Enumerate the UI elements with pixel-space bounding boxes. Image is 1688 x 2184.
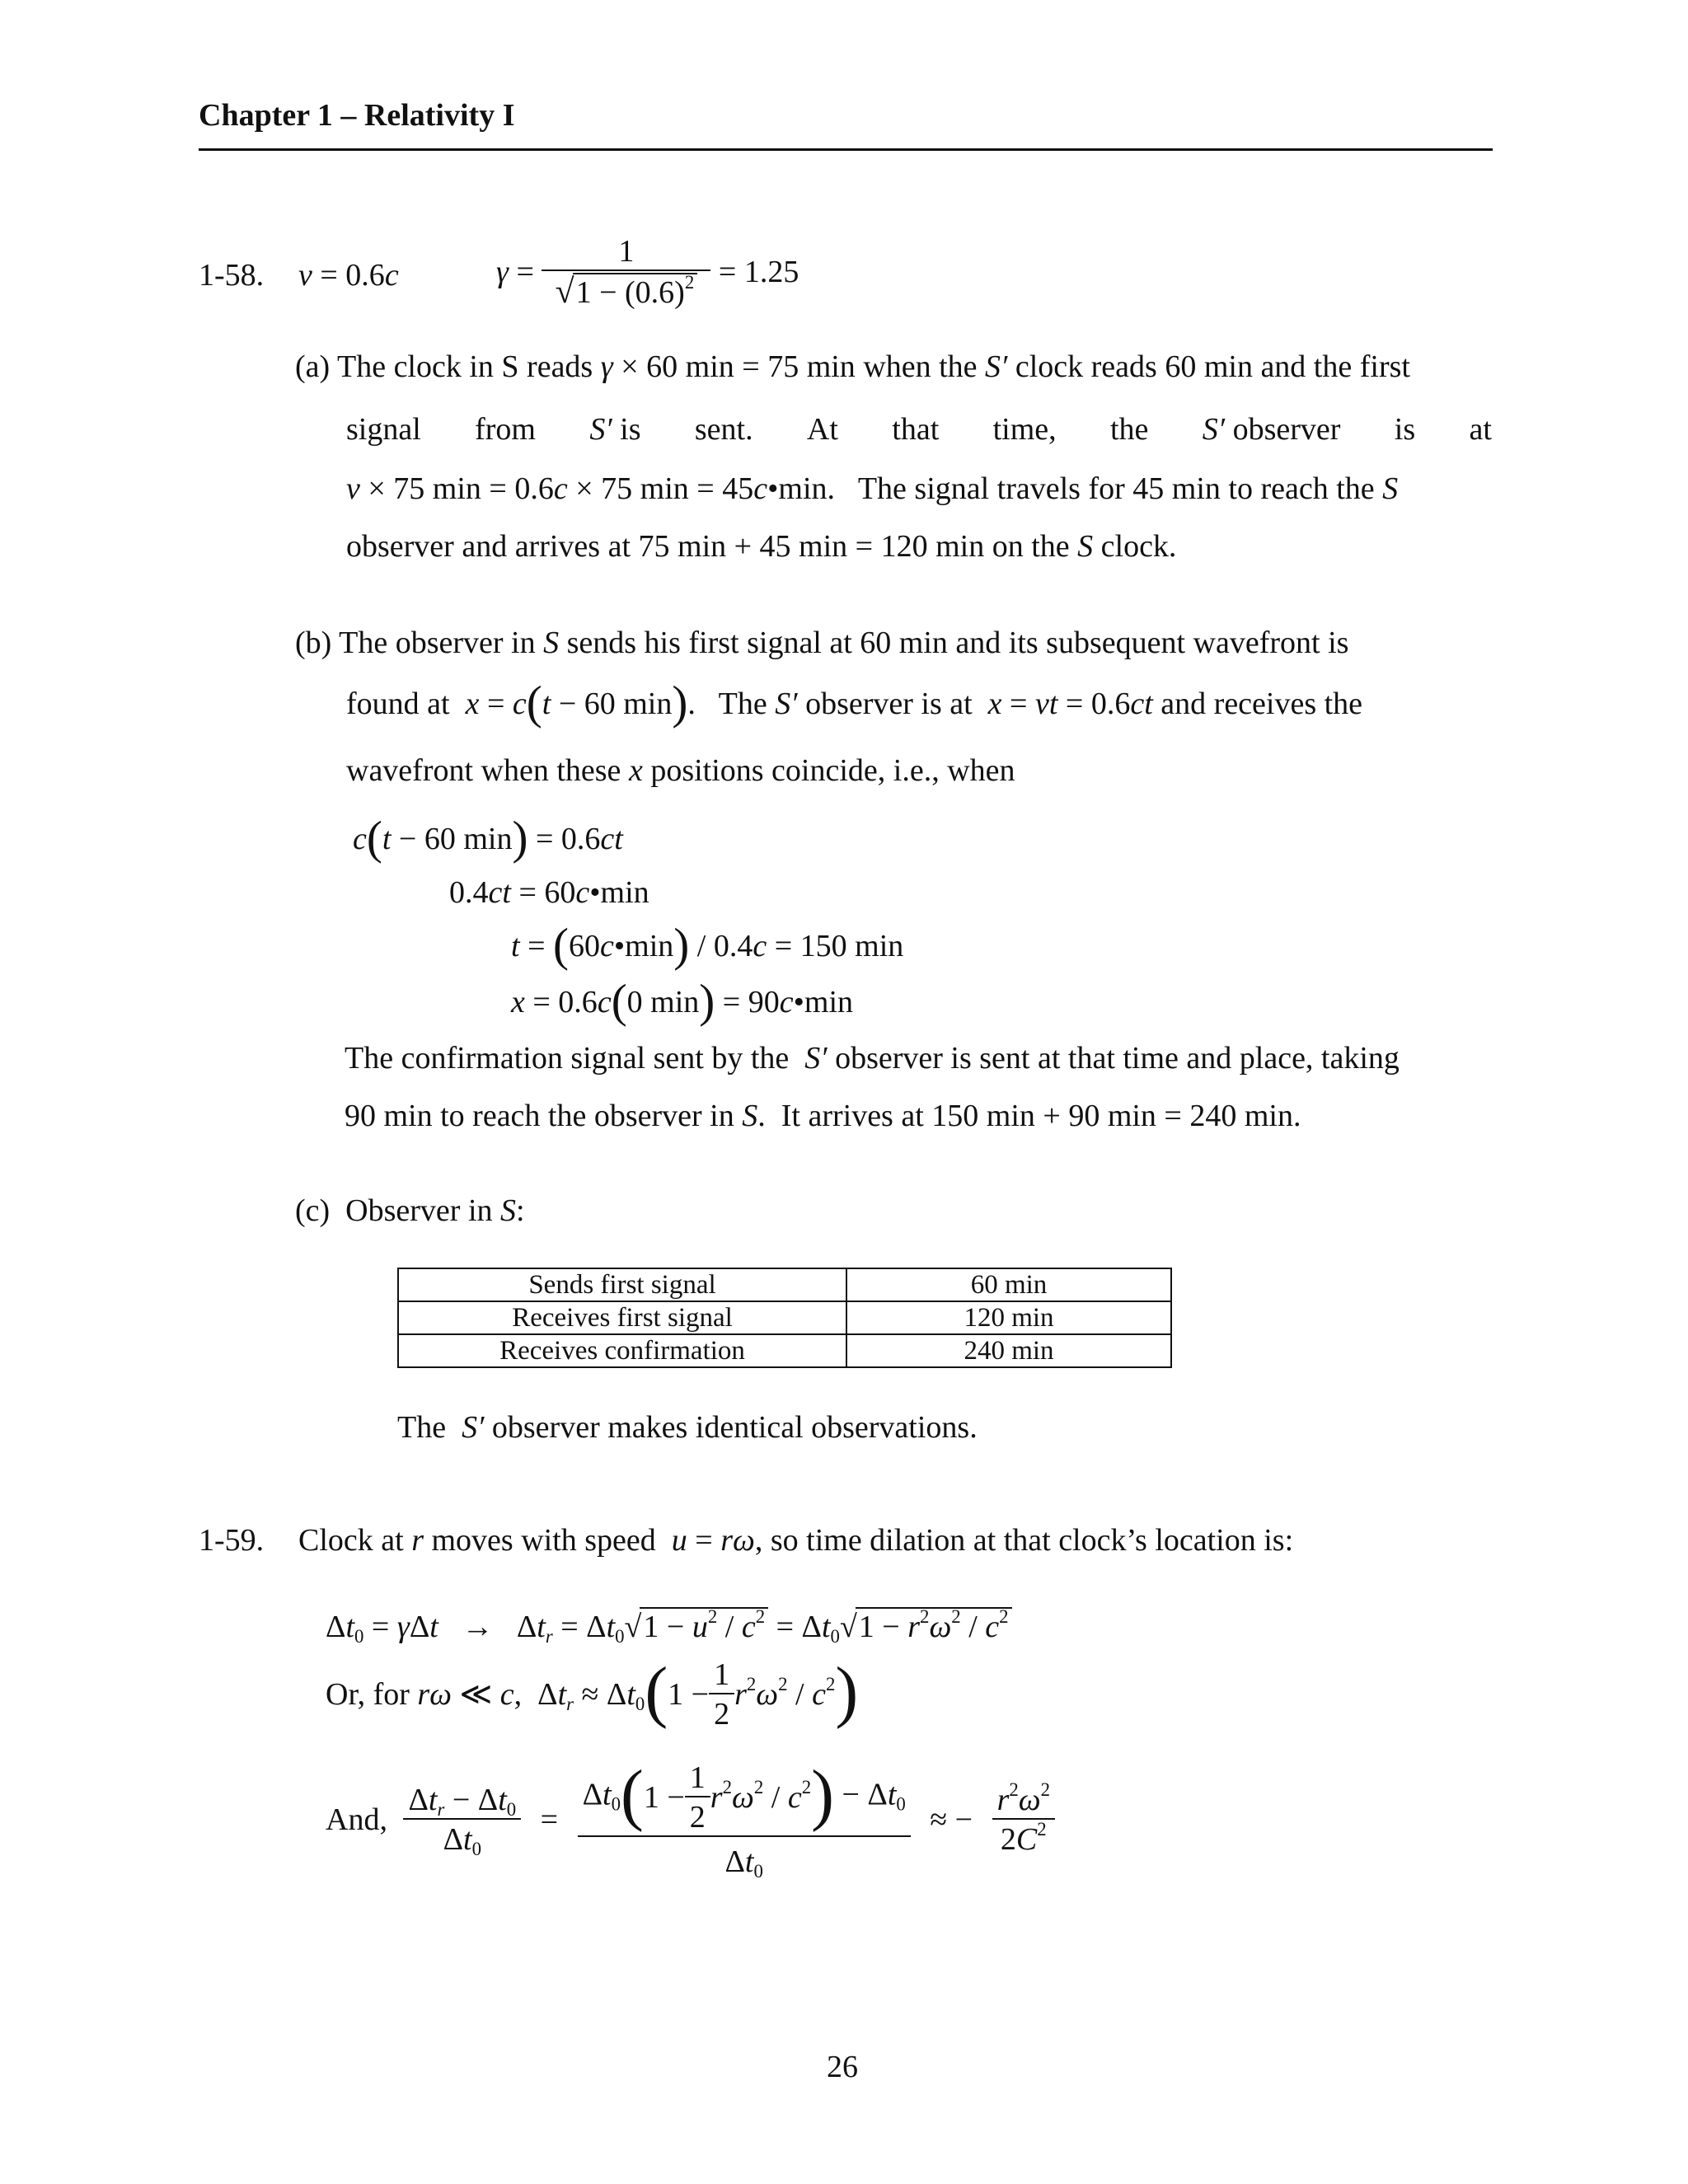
part-b-equation-3: t = (60c•min) / 0.4c = 150 min — [511, 919, 904, 972]
chapter-title: Chapter 1 – Relativity I — [199, 98, 515, 133]
part-a-line-2: signal from S′ is sent. At that time, the S′ observer is at — [346, 412, 1492, 447]
table-cell-time: 240 min — [846, 1334, 1171, 1367]
table-cell-time: 120 min — [846, 1301, 1171, 1334]
approximation-equation: Or, for rω ≪ c, $\Delta t_r \approx \Delta t_0(1$ − $\frac{1}{2}$ $r^2\omega^2 / c^2$) — [326, 1653, 859, 1732]
part-b-line-5: 90 min to reach the observer in S. It arrives at 150 min + 90 min = 240 min. — [345, 1099, 1301, 1133]
page-number: 26 — [827, 2050, 858, 2084]
part-b-line-2: found at x = c(t − 60 min). The S′ observer is at x = vt = 0.6ct and receives the — [346, 677, 1363, 729]
part-b-equation-1: c(t − 60 min) = 0.6ct — [353, 812, 623, 865]
part-a-line-1: (a) The clock in S reads γ × 60 min = 75 min when the S′ clock reads 60 min and the first — [295, 349, 1410, 384]
part-b-line-4: The confirmation signal sent by the S′ observer is sent at that time and place, taking — [345, 1041, 1400, 1076]
part-a-line-3: v × 75 min = 0.6c × 75 min = 45c•min. The signal travels for 45 min to reach the S — [346, 471, 1399, 506]
part-c-label: (c) Observer in S: — [295, 1193, 525, 1228]
problem-number-1-59: 1-59. — [199, 1523, 265, 1558]
table-cell-event: Receives first signal — [398, 1301, 846, 1334]
header-rule — [199, 148, 1493, 151]
part-b-equation-2: 0.4ct = 60c•min — [449, 875, 649, 910]
time-dilation-equation: $\Delta t_0 = \gamma\Delta t \to \Delta t_r = \Delta t_0√1 - u^2 / c^2 = \Delta t_0√1 - r^2\omega^2 / c^2$ — [326, 1607, 1012, 1645]
fractional-difference-equation: And, $\frac{\Delta t_r - \Delta t_0}{\Delta t_0}$ = $\Delta t_0(1$ − $\frac{1}{2}$ $r^2\omega^2 / c^2) - \Delta t_0$ $\Delta t_0$ ≈ − $\frac{r^2\omega^2}{2C^2}$ — [326, 1760, 1055, 1880]
problem-1-59-intro: Clock at r moves with speed u = rω, so time dilation at that clock’s location is: — [298, 1523, 1294, 1558]
observations-table — [397, 1268, 1172, 1368]
part-b-line-3: wavefront when these x positions coincide, i.e., when — [346, 753, 1015, 788]
table-row — [398, 1268, 1171, 1301]
part-b-equation-4: x = 0.6c(0 min) = 90c•min — [511, 975, 854, 1028]
part-a-line-4: observer and arrives at 75 min + 45 min = 120 min on the S clock. — [346, 529, 1177, 564]
table-cell-event: Sends first signal — [398, 1268, 846, 1301]
part-b-line-1: (b) The observer in S sends his first signal at 60 min and its subsequent wavefront is — [295, 626, 1349, 660]
table-cell-event: Receives confirmation — [398, 1334, 846, 1367]
part-c-closing: The S′ observer makes identical observations. — [397, 1410, 978, 1445]
table-cell-time: 60 min — [846, 1268, 1171, 1301]
velocity-expression: v = 0.6c — [298, 258, 399, 293]
table-row — [398, 1301, 1171, 1334]
problem-number-1-58: 1-58. — [199, 258, 265, 293]
gamma-equation: γ = $\frac{1}{√1 - (0.6)^2}$ = 1.25 — [496, 234, 799, 311]
table-row — [398, 1334, 1171, 1367]
